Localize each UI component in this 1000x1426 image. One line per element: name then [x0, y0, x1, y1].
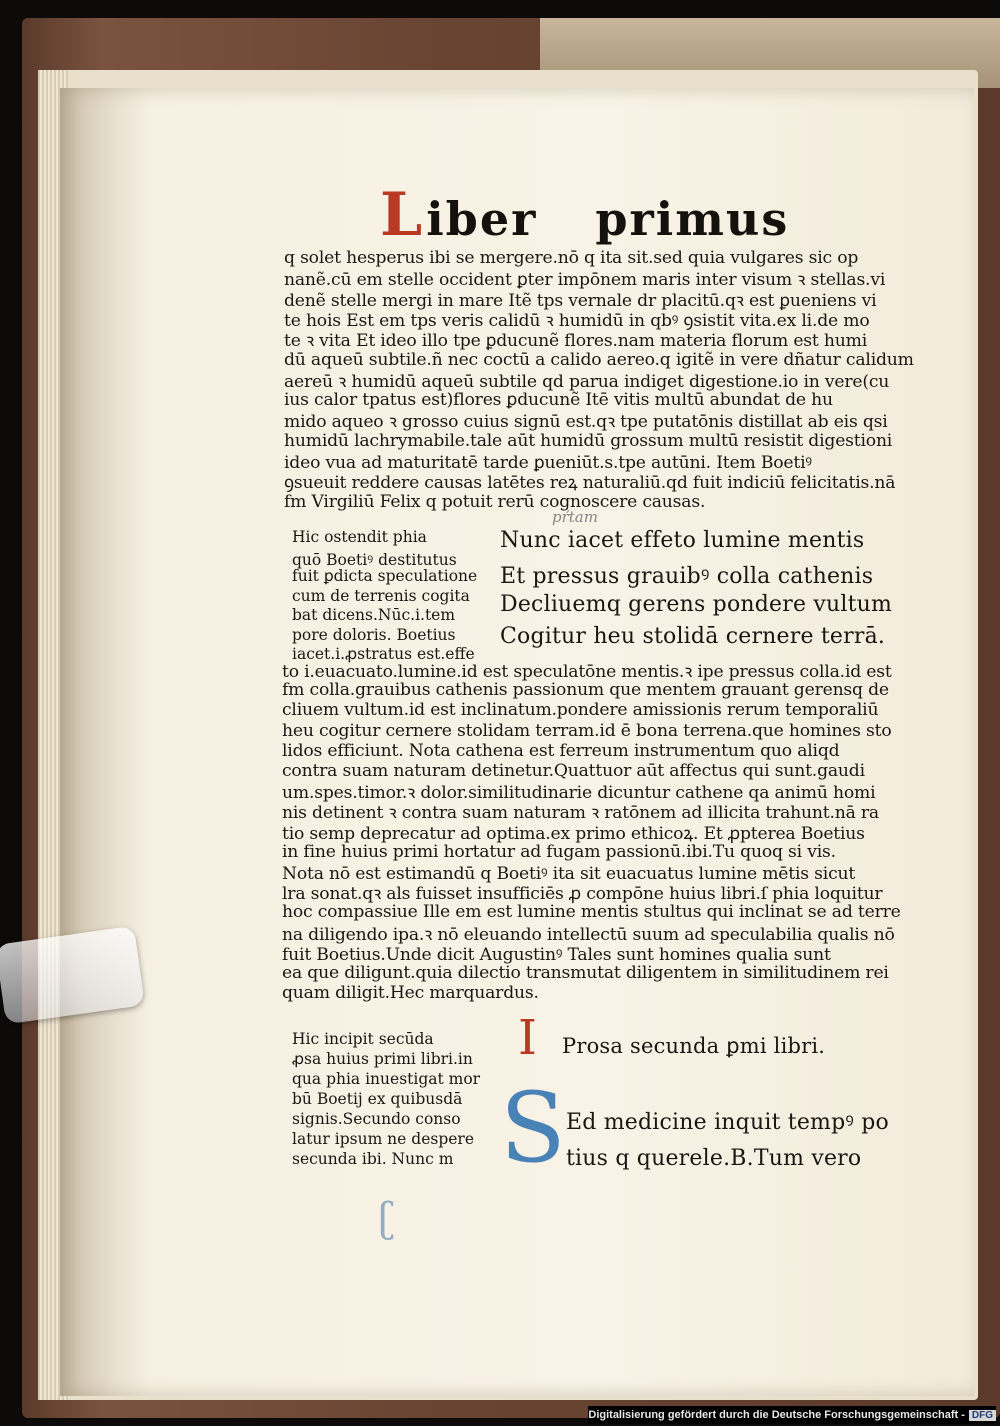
prosa-line: tius q querele.B.Tum vero	[566, 1146, 862, 1171]
body-line: cliuem vultum.id est inclinatum.pondere amissionis rerum temporaliū	[282, 700, 879, 721]
body-line: to i.euacuato.lumine.id est speculatōne mentis.ꝛ ipe pressus colla.id est	[282, 662, 892, 682]
body-line: ideo vua ad maturitatē tarde ꝑueniūt.s.tpe autūni. Item Boetiꝰ	[284, 453, 812, 473]
footer-credit	[588, 1406, 996, 1424]
body-line: nis detinent ꝛ contra suam naturam ꝛ ratōnem ad illicita trahunt.nā ra	[282, 803, 879, 824]
body-line: um.spes.timor.ꝛ dolor.similitudinarie dicuntur cathene qa animū homi	[282, 783, 876, 804]
dfg-logo: DFG	[969, 1410, 996, 1421]
margin-annotation: pŕtam	[552, 508, 598, 526]
gloss-line: quō Boetiꝰ destitutus	[292, 550, 457, 569]
prosa-line: Ed medicine inquit tempꝰ po	[566, 1110, 889, 1135]
body-line: ius calor tpatus est)flores ꝑducunẽ Itē vitis multū abundat de hu	[284, 390, 833, 411]
body-line: nanẽ.cū em stelle occident ꝑter impōnem maris inter visum ꝛ stellas.vi	[284, 270, 886, 291]
gloss-line: Hic incipit secūda	[292, 1030, 434, 1048]
body-line: tio semp deprecatur ad optima.ex primo ethicoꝝ. Et ꝓpterea Boetius	[282, 823, 865, 844]
prosa-heading: Prosa secunda ꝑmi libri.	[562, 1034, 826, 1058]
body-line: heu cogitur cernere stolidam terram.id ē bona terrena.que homines sto	[282, 720, 892, 741]
body-line: contra suam naturam detinetur.Quattuor aūt affectus qui sunt.gaudi	[282, 761, 865, 781]
body-line: te hois Est em tps veris calidū ꝛ humidū in qbꝰ ꝯsistit vita.ex li.de mo	[284, 310, 870, 331]
body-line: humidū lachrymabile.tale aūt humidū grossum multū resistit digestioni	[284, 430, 893, 451]
body-line: fm Virgiliū Felix q potuit rerū cognoscere causas.	[284, 491, 706, 512]
body-line: fm colla.grauibus cathenis passionum que mentem grauant gerensq de	[282, 680, 889, 701]
body-line: fuit Boetius.Unde dicit Augustinꝰ Tales sunt homines qualia sunt	[282, 944, 831, 965]
body-line: na diligendo ipa.ꝛ nō eleuando intellectū suum ad speculabilia qualis nō	[282, 924, 895, 945]
gloss-line: bat dicens.Nūc.i.tem	[292, 606, 456, 624]
body-line: denẽ stelle mergi in mare Itẽ tps vernale dr placitū.qꝛ est ꝑueniens vi	[284, 290, 877, 311]
footer-text: Digitalisierung gefördert durch die Deutsche Forschungsgemeinschaft -	[588, 1409, 965, 1421]
gloss-line: pore doloris. Boetius	[292, 625, 456, 644]
body-line: lra sonat.qꝛ als fuisset insufficiēs ꝓ compōne huius libri.ſ phia loquitur	[282, 884, 883, 905]
page-heading	[380, 180, 789, 250]
gloss-line: iacet.i.ꝓstratus est.effe	[292, 645, 475, 663]
gloss-line: Hic ostendit phia	[292, 528, 427, 546]
blue-flourish-ornament: ʗ	[378, 1195, 395, 1241]
heading-red-initial: L	[380, 180, 425, 250]
body-line: quam diligit.Hec marquardus.	[282, 983, 539, 1004]
gloss-line: signis.Secundo conso	[292, 1110, 461, 1128]
body-line: hoc compassiue Ille em est lumine mentis stultus qui inclinat se ad terre	[282, 902, 901, 923]
body-line: aereū ꝛ humidū aqueū subtile qd parua indiget digestione.io in vere(cu	[284, 371, 890, 392]
body-line: mido aqueo ꝛ grosso cuius signū est.qꝛ tpe putatōnis distillat ab eis qsi	[284, 412, 888, 433]
prosa-red-initial: I	[518, 1010, 537, 1066]
body-line: q solet hesperus ibi se mergere.nō q ita sit.sed quia vulgares sic op	[284, 248, 859, 268]
gutter-shadow	[60, 88, 150, 1396]
blue-decorated-initial: S	[500, 1072, 566, 1184]
verse-line: Decliuemq gerens pondere vultum	[500, 592, 893, 617]
heading-word-2: primus	[595, 192, 790, 246]
gloss-line: ꝓsa huius primi libri.in	[292, 1050, 473, 1068]
verse-line: Et pressus grauibꝰ colla cathenis	[500, 564, 874, 589]
gloss-line: secunda ibi. Nunc m	[292, 1150, 454, 1168]
body-line: dū aqueū subtile.ñ nec coctū a calido aereo.q igitẽ in vere dñatur calidum	[284, 349, 914, 370]
body-line: ea que diligunt.quia dilectio transmutat diligentem in similitudinem rei	[282, 963, 889, 983]
verse-line: Nunc iacet effeto lumine mentis	[500, 528, 865, 553]
heading-word-1: iber	[426, 192, 538, 246]
body-line: ꝯsueuit reddere causas latētes reꝝ naturaliū.qd fuit indiciū felicitatis.nā	[284, 473, 896, 494]
body-line: Nota nō est estimandū q Boetiꝰ ita sit euacuatus lumine mētis sicut	[282, 864, 856, 884]
body-line: lidos efficiunt. Nota cathena est ferreum instrumentum quo aliqd	[282, 740, 840, 761]
body-line: in fine huius primi hortatur ad fugam passionū.ibi.Tu quoq si vis.	[282, 841, 836, 862]
gloss-line: cum de terrenis cogita	[292, 586, 470, 605]
gloss-line: bū Boetij ex quibusdā	[292, 1090, 463, 1108]
gloss-line: latur ipsum ne despere	[292, 1130, 474, 1148]
gloss-line: fuit ꝑdicta speculatione	[292, 567, 478, 585]
gloss-line: qua phia inuestigat mor	[292, 1070, 481, 1088]
verse-line: Cogitur heu stolidā cernere terrā.	[500, 624, 886, 649]
body-line: te ꝛ vita Et ideo illo tpe ꝑducunẽ flores.nam materia florum est humi	[284, 331, 868, 352]
